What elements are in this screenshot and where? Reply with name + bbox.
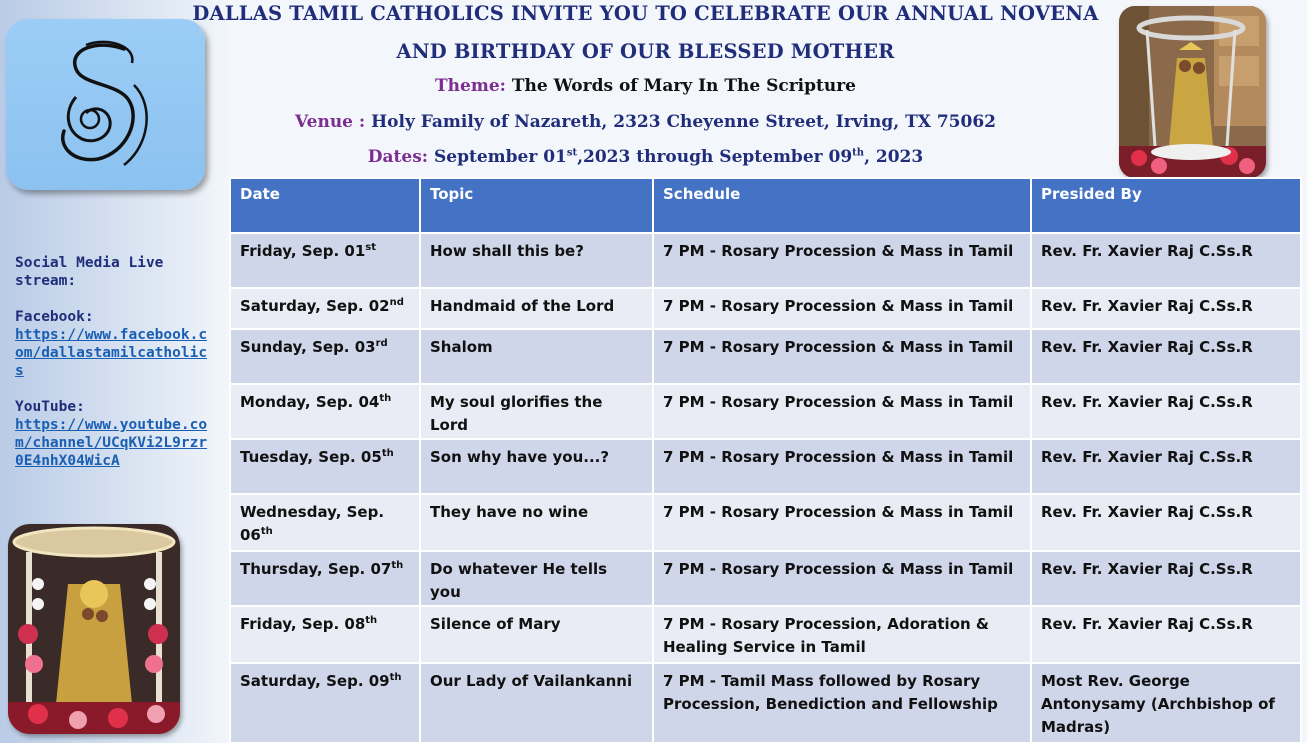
header-topic: Topic [420, 178, 653, 233]
topic-cell: Silence of Mary [420, 606, 653, 663]
header-date: Date [230, 178, 420, 233]
schedule-cell: 7 PM - Tamil Mass followed by Rosary Procession, Benediction and Fellowship [653, 663, 1031, 743]
presided-cell: Rev. Fr. Xavier Raj C.Ss.R [1031, 551, 1301, 606]
topic-cell: Shalom [420, 329, 653, 384]
presided-cell: Rev. Fr. Xavier Raj C.Ss.R [1031, 606, 1301, 663]
mother-and-child-logo [6, 19, 205, 190]
topic-cell: How shall this be? [420, 233, 653, 288]
schedule-cell: 7 PM - Rosary Procession & Mass in Tamil [653, 551, 1031, 606]
presided-cell: Rev. Fr. Xavier Raj C.Ss.R [1031, 494, 1301, 551]
date-suffix: th [365, 615, 378, 626]
date-text: Friday, Sep. 08 [240, 615, 366, 633]
mother-and-child-icon [46, 35, 166, 175]
date-text: Tuesday, Sep. 05 [240, 448, 382, 466]
date-suffix: th [391, 560, 404, 571]
topic-cell: Our Lady of Vailankanni [420, 663, 653, 743]
table-row [230, 384, 1301, 439]
schedule-cell: 7 PM - Rosary Procession & Mass in Tamil [653, 329, 1031, 384]
venue-label: Venue : [295, 112, 366, 132]
table-row [230, 233, 1301, 288]
schedule-table [229, 177, 1302, 743]
schedule-cell: 7 PM - Rosary Procession & Mass in Tamil [653, 233, 1031, 288]
date-suffix: th [389, 672, 402, 683]
date-cell [230, 288, 420, 329]
table-row [230, 329, 1301, 384]
table-row [230, 494, 1301, 551]
venue-value: Holy Family of Nazareth, 2323 Cheyenne Street, Irving, TX 75062 [371, 112, 996, 132]
presided-cell: Rev. Fr. Xavier Raj C.Ss.R [1031, 439, 1301, 494]
date-cell [230, 329, 420, 384]
facebook-link[interactable]: https://www.facebook.com/dallastamilcatholics [15, 327, 208, 379]
theme-line [188, 76, 1103, 96]
dates-part-1: September 01 [433, 147, 567, 167]
social-media-section [15, 254, 215, 488]
header-presided-by: Presided By [1031, 178, 1301, 233]
schedule-cell: 7 PM - Rosary Procession, Adoration & Healing Service in Tamil [653, 606, 1031, 663]
youtube-link[interactable]: https://www.youtube.com/channel/UCqKVi2L9rzr0E4nhX04WicA [15, 417, 208, 469]
date-text: Saturday, Sep. 02 [240, 297, 390, 315]
dates-label: Dates: [367, 147, 429, 167]
topic-cell: Handmaid of the Lord [420, 288, 653, 329]
facebook-block [15, 308, 215, 380]
topic-cell: They have no wine [420, 494, 653, 551]
date-suffix: nd [389, 297, 404, 308]
date-cell [230, 606, 420, 663]
date-text: Monday, Sep. 04 [240, 393, 380, 411]
table-header-row [230, 178, 1301, 233]
mary-statue-flowers-photo [8, 524, 180, 734]
dates-part-3: , 2023 [864, 147, 924, 167]
topic-cell: Do whatever He tells you [420, 551, 653, 606]
date-text: Sunday, Sep. 03 [240, 338, 376, 356]
theme-label: Theme: [435, 76, 506, 96]
topic-cell: My soul glorifies the Lord [420, 384, 653, 439]
title-line-2: AND BIRTHDAY OF OUR BLESSED MOTHER [396, 40, 895, 63]
dates-line [188, 147, 1103, 167]
date-cell [230, 384, 420, 439]
dates-value [434, 147, 923, 167]
schedule-cell: 7 PM - Rosary Procession & Mass in Tamil [653, 494, 1031, 551]
facebook-label: Facebook: [15, 309, 94, 325]
date-cell [230, 439, 420, 494]
schedule-cell: 7 PM - Rosary Procession & Mass in Tamil [653, 384, 1031, 439]
schedule-cell: 7 PM - Rosary Procession & Mass in Tamil [653, 288, 1031, 329]
table-row [230, 551, 1301, 606]
date-cell [230, 551, 420, 606]
social-title: Social Media Live stream: [15, 255, 164, 289]
table-row [230, 663, 1301, 743]
statue-photo-icon [1119, 6, 1266, 178]
date-text: Thursday, Sep. 07 [240, 560, 392, 578]
topic-cell: Son why have you...? [420, 439, 653, 494]
date-suffix: th [381, 448, 394, 459]
presided-cell: Rev. Fr. Xavier Raj C.Ss.R [1031, 288, 1301, 329]
venue-line [188, 112, 1103, 132]
presided-cell: Rev. Fr. Xavier Raj C.Ss.R [1031, 233, 1301, 288]
date-cell [230, 663, 420, 743]
date-cell [230, 494, 420, 551]
date-suffix: rd [375, 338, 388, 349]
mary-statue-photo [1119, 6, 1266, 178]
dates-sup-1: st [566, 147, 578, 159]
presided-cell: Most Rev. George Antonysamy (Archbishop of Madras) [1031, 663, 1301, 743]
dates-part-2: ,2023 through September 09 [577, 147, 853, 167]
youtube-label: YouTube: [15, 399, 85, 415]
table-row [230, 288, 1301, 329]
date-suffix: th [260, 526, 273, 537]
presided-cell: Rev. Fr. Xavier Raj C.Ss.R [1031, 384, 1301, 439]
presided-cell: Rev. Fr. Xavier Raj C.Ss.R [1031, 329, 1301, 384]
date-text: Friday, Sep. 01 [240, 242, 366, 260]
date-suffix: th [379, 393, 392, 404]
dates-sup-2: th [852, 147, 865, 159]
table-row [230, 606, 1301, 663]
date-cell [230, 233, 420, 288]
youtube-block [15, 398, 215, 470]
date-suffix: st [365, 242, 377, 253]
schedule-cell: 7 PM - Rosary Procession & Mass in Tamil [653, 439, 1031, 494]
date-text: Wednesday, Sep. 06 [240, 503, 385, 544]
header-schedule: Schedule [653, 178, 1031, 233]
statue-flowers-icon [8, 524, 180, 734]
table-row [230, 439, 1301, 494]
date-text: Saturday, Sep. 09 [240, 672, 390, 690]
title-line-1: DALLAS TAMIL CATHOLICS INVITE YOU TO CELEBRATE OUR ANNUAL NOVENA [192, 2, 1099, 25]
theme-value: The Words of Mary In The Scripture [511, 76, 856, 96]
